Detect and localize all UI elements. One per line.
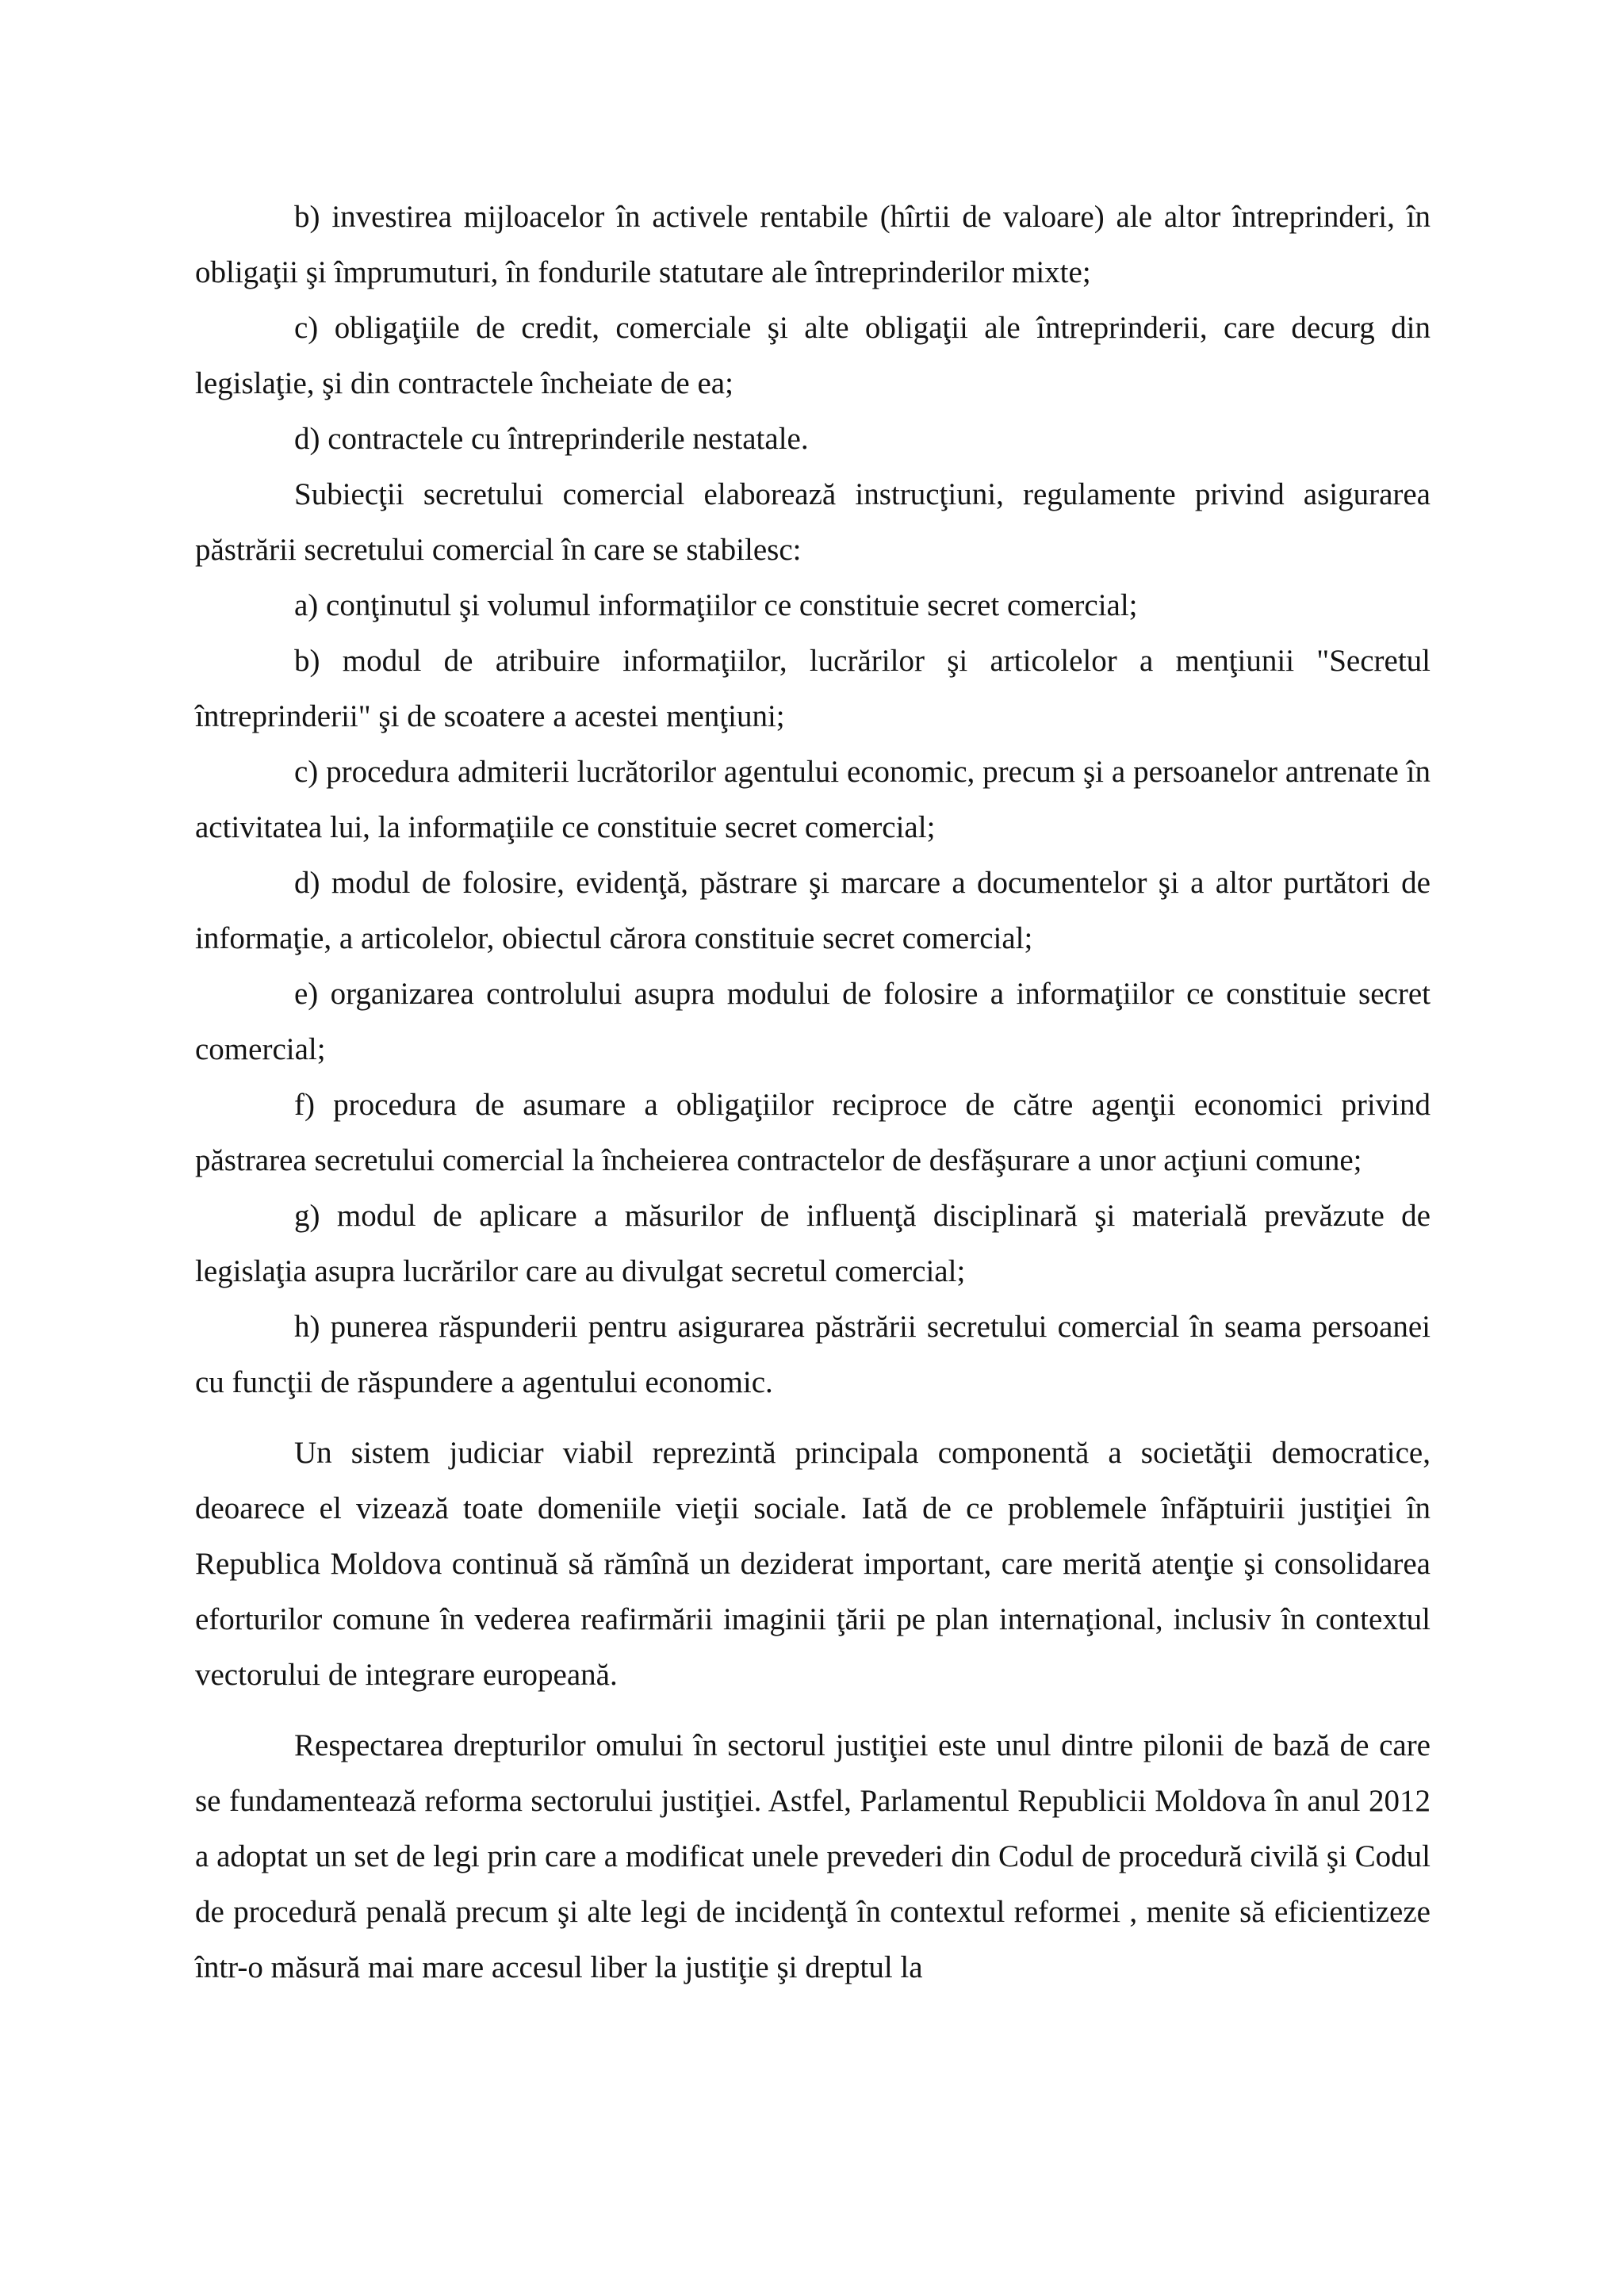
- paragraph-trade-secret-intro: Subiecţii secretului comercial elaborează instrucţiuni, regulamente privind asigurarea păstrării secretului comercial în care se stabilesc:: [195, 477, 1431, 567]
- paragraph-item-b-investments: b) investirea mijloacelor în activele rentabile (hîrtii de valoare) ale altor întreprinderi, în obligaţii şi împrumuturi, în fondurile statutare ale întreprinderilor mixte;: [195, 200, 1431, 289]
- paragraph-item-c-obligations: c) obligaţiile de credit, comerciale şi alte obligaţii ale întreprinderii, care decurg din legislaţie, şi din contractele încheiate de ea;: [195, 311, 1431, 400]
- paragraph-item-d-records: d) modul de folosire, evidenţă, păstrare şi marcare a documentelor şi a altor purtători de informaţie, a articolelor, obiectul cărora constituie secret comercial;: [195, 866, 1431, 955]
- paragraph-item-g-discipline: g) modul de aplicare a măsurilor de influenţă disciplinară şi materială prevăzute de legislaţia asupra lucrărilor care au divulgat secretul comercial;: [195, 1199, 1431, 1288]
- paragraph-item-d-contracts: d) contractele cu întreprinderile nestatale.: [294, 422, 809, 456]
- paragraph-item-a-content: a) conţinutul şi volumul informaţiilor ce constituie secret comercial;: [294, 588, 1138, 622]
- paragraph-item-h-responsibility: h) punerea răspunderii pentru asigurarea păstrării secretului comercial în seama persoanei cu funcţii de răspundere a agentului economic.: [195, 1310, 1431, 1399]
- paragraph-item-b-attribution: b) modul de atribuire informaţiilor, lucrărilor şi articolelor a menţiunii "Secretul întreprinderii" şi de scoatere a acestei menţiuni;: [195, 644, 1431, 733]
- paragraph-human-rights: Respectarea drepturilor omului în sectorul justiţiei este unul dintre pilonii de bază de care se fundamentează reforma sectorului justiţiei. Astfel, Parlamentul Republicii Moldova în anul 2012 a adoptat un set de legi prin care a modificat unele prevederi din Codul de procedură civilă şi Codul de procedură penală precum şi alte legi de incidenţă în contextul reformei , menite să eficientizeze într-o măsură mai mare accesul liber la justiţie şi dreptul la: [195, 1728, 1431, 1984]
- document-page: [195, 189, 1431, 1996]
- paragraph-item-f-reciprocal: f) procedura de asumare a obligaţiilor reciproce de către agenţii economici privind păstrarea secretului comercial la încheierea contractelor de desfăşurare a unor acţiuni comune;: [195, 1088, 1431, 1177]
- paragraph-item-e-control: e) organizarea controlului asupra modului de folosire a informaţiilor ce constituie secret comercial;: [195, 977, 1431, 1066]
- paragraph-judicial-system: Un sistem judiciar viabil reprezintă principala componentă a societăţii democratice, deoarece el vizează toate domeniile vieţii sociale. Iată de ce problemele înfăptuirii justiţiei în Republica Moldova continuă să rămînă un deziderat important, care merită atenţie şi consolidarea eforturilor comune în vederea reafirmării imaginii ţării pe plan internaţional, inclusiv în contextul vectorului de integrare europeană.: [195, 1436, 1431, 1692]
- paragraph-item-c-admission: c) procedura admiterii lucrătorilor agentului economic, precum şi a persoanelor antrenate în activitatea lui, la informaţiile ce constituie secret comercial;: [195, 755, 1431, 844]
